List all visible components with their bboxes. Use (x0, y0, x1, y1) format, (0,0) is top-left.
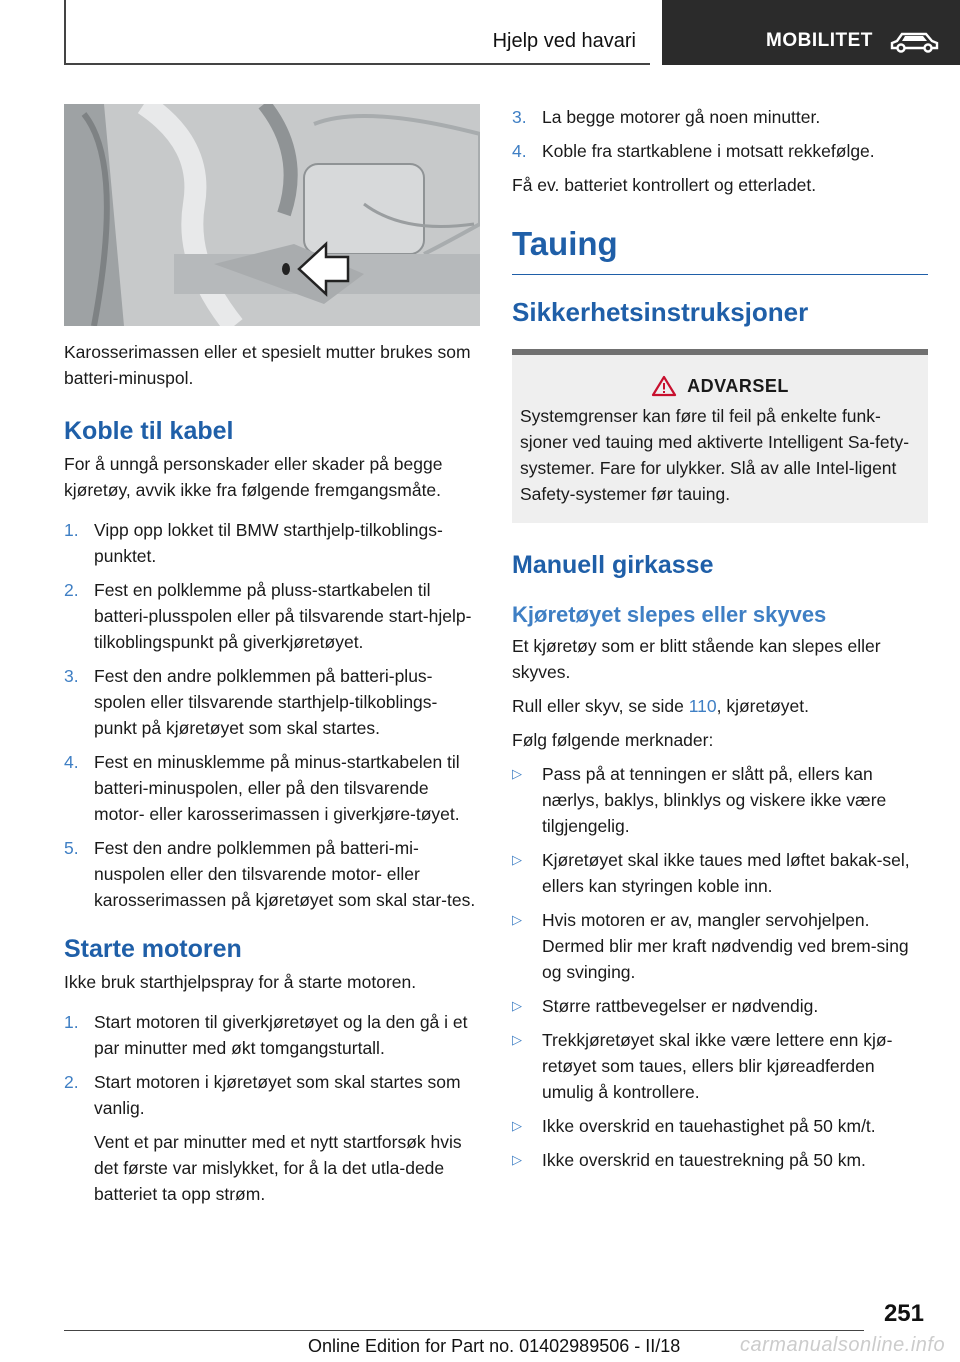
section-tab (662, 0, 960, 65)
warning-box (512, 349, 928, 523)
bullet-triangle-icon: ▷ (512, 1032, 522, 1047)
paragraph-towed-pushed: Et kjøretøy som er blitt stående kan slepes eller skyves. (512, 636, 881, 682)
footer-rule (64, 1330, 864, 1331)
towing-notes-list (512, 761, 928, 1173)
list-item: ▷ Ikke overskrid en tauehastighet på 50 km/t. (512, 1113, 928, 1139)
section-title-manual-gearbox: Manuell girkasse (512, 551, 714, 579)
bullet-triangle-icon: ▷ (512, 912, 522, 927)
chapter-title-towing: Tauing (512, 224, 928, 275)
list-item: ▷ Ikke overskrid en tauestrekning på 50 km. (512, 1147, 928, 1173)
list-item: ▷ Større rattbevegelser er nødvendig. (512, 993, 928, 1019)
warning-heading (520, 375, 920, 397)
header-rule-vertical (64, 0, 66, 64)
bullet-triangle-icon: ▷ (512, 852, 522, 867)
engine-bay-arrow-illustration (64, 104, 480, 326)
warning-text: Systemgrenser kan føre til feil på enkelte funk-sjoner ved tauing med aktiverte Intelligent Sa-fety-systemer. Fare for ulykker. Slå av alle Intel-ligent Safety-systemer før tauing. (520, 406, 910, 504)
bullet-triangle-icon: ▷ (512, 998, 522, 1013)
steps-start-engine (64, 1009, 480, 1207)
list-item: 2. Fest en polklemme på pluss-startkabelen til batteri-plusspolen eller på tilsvarende start-hjelp-tilkoblingspunkt på giverkjøretøyet. (64, 580, 472, 652)
list-item: 2. Start motoren i kjøretøyet som skal startes som vanlig. Vent et par minutter med et nytt startforsøk hvis det første var mislykket, for å la det utla-dede batteriet ta opp strøm. (64, 1069, 480, 1207)
warning-triangle-icon (651, 375, 677, 397)
list-item: 4. Fest en minusklemme på minus-startkabelen til batteri-minuspolen, eller på den tilsvarende motor- eller karosserimassen i giverkjøre-tøyet. (64, 752, 460, 824)
section-title-safety: Sikkerhetsinstruksjoner (512, 297, 809, 327)
list-item: ▷ Kjøretøyet skal ikke taues med løftet bakak-sel, ellers kan styringen koble inn. (512, 847, 928, 899)
paragraph-notes-intro: Følg følgende merknader: (512, 730, 714, 750)
bullet-triangle-icon: ▷ (512, 1118, 522, 1133)
chapter-header-title: Hjelp ved havari (492, 30, 636, 52)
list-item: 1. Vipp opp lokket til BMW starthjelp-tilkoblings-punktet. (64, 520, 443, 566)
list-item: 3. Fest den andre polklemmen på batteri-plus-spolen eller tilsvarende starthjelp-tilkoblings-punkt på kjøretøyet som skal startes. (64, 666, 438, 738)
car-icon (888, 30, 940, 54)
list-item: 1. Start motoren til giverkjøretøyet og la den gå i et par minutter med økt tomgangsturtall. (64, 1012, 468, 1058)
section-intro-start-engine: Ikke bruk starthjelpspray for å starte motoren. (64, 972, 417, 992)
list-item: ▷ Pass på at tenningen er slått på, ellers kan nærlys, baklys, blinklys og viskere ikke være tilgjengelig. (512, 761, 928, 839)
section-title-connect-cable: Koble til kabel (64, 417, 234, 445)
bullet-triangle-icon: ▷ (512, 1152, 522, 1167)
list-item: 3. La begge motorer gå noen minutter. (512, 107, 821, 127)
warning-title: ADVARSEL (687, 375, 789, 396)
steps-start-engine-continued (512, 104, 928, 164)
subsection-title-tow-push: Kjøretøyet slepes eller skyves (512, 602, 827, 627)
list-item: 5. Fest den andre polklemmen på batteri-mi-nuspolen eller den tilsvarende motor- eller karosserimassen på kjøretøyet som skal star-tes. (64, 838, 476, 910)
list-item: ▷ Trekkjøretøyet skal ikke være lettere enn kjø-retøyet som taues, ellers blir kjøreadferden umulig å kontrollere. (512, 1027, 928, 1105)
left-column (64, 104, 480, 1215)
section-intro-connect-cable: For å unngå personskader eller skader på begge kjøretøy, avvik ikke fra følgende fremgangsmåte. (64, 454, 443, 500)
engine-bay-figure (64, 104, 480, 326)
after-steps-note: Få ev. batteriet kontrollert og etterladet. (512, 175, 817, 195)
step-note: Vent et par minutter med et nytt startforsøk hvis det første var mislykket, for å la det utla-dede batteriet ta opp strøm. (94, 1132, 462, 1204)
header-rule-horizontal (64, 63, 650, 65)
bullet-triangle-icon: ▷ (512, 766, 522, 781)
section-tab-label: MOBILITET (766, 30, 873, 51)
list-item: 4. Koble fra startkablene i motsatt rekkefølge. (512, 141, 875, 161)
footer-edition: Online Edition for Part no. 01402989506 - II/18 (308, 1336, 681, 1356)
section-title-start-engine: Starte motoren (64, 935, 242, 963)
right-column (512, 104, 928, 1181)
page-number: 251 (883, 1300, 924, 1327)
steps-connect-cable (64, 517, 480, 913)
figure-caption: Karosserimassen eller et spesielt mutter brukes som batteri-minuspol. (64, 342, 471, 388)
footer-watermark: carmanualsonline.info (740, 1334, 946, 1356)
page-reference-link[interactable]: 110 (688, 696, 717, 716)
list-item: ▷ Hvis motoren er av, mangler servohjelpen. Dermed blir mer kraft nødvendig ved brem-sing og svinging. (512, 907, 928, 985)
paragraph-see-page: Rull eller skyv, se side 110, kjøretøyet. (512, 696, 809, 716)
